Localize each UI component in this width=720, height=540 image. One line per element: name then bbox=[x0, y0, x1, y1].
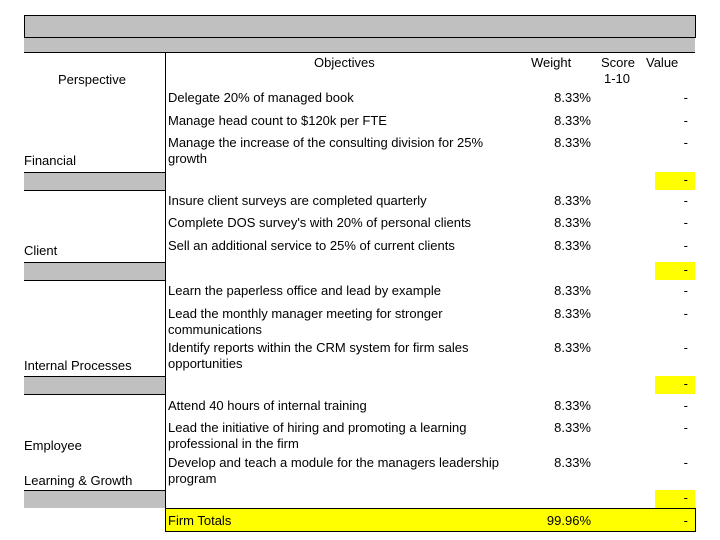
grid-line bbox=[24, 490, 165, 491]
objectives-header: Objectives bbox=[314, 55, 375, 70]
perspective-band-financial bbox=[24, 172, 165, 190]
header-band bbox=[24, 37, 695, 53]
title-band bbox=[24, 15, 695, 37]
objective-cell: Manage the increase of the consulting division for 25% growth bbox=[168, 135, 484, 166]
value-header: Value bbox=[646, 55, 679, 70]
value-cell: - bbox=[683, 455, 688, 470]
perspective-financial: Financial bbox=[24, 153, 77, 168]
weight-cell: 8.33% bbox=[554, 90, 591, 105]
value-cell: - bbox=[683, 398, 688, 413]
subtotal-value: - bbox=[683, 376, 688, 391]
weight-cell: 8.33% bbox=[554, 283, 591, 298]
value-cell: - bbox=[683, 283, 688, 298]
grid-line bbox=[695, 508, 696, 532]
grid-line bbox=[165, 531, 695, 532]
grid-line bbox=[695, 15, 696, 38]
value-cell: - bbox=[683, 340, 688, 355]
perspective-learning-growth: Learning & Growth bbox=[24, 473, 133, 488]
value-cell: - bbox=[683, 90, 688, 105]
subtotal-value: - bbox=[683, 262, 688, 277]
weight-header: Weight bbox=[531, 55, 572, 70]
grid-line bbox=[24, 394, 165, 395]
value-cell: - bbox=[683, 306, 688, 321]
value-cell: - bbox=[683, 238, 688, 253]
grid-line bbox=[165, 52, 166, 532]
totals-row-fill bbox=[165, 509, 695, 531]
value-cell: - bbox=[683, 215, 688, 230]
value-cell: - bbox=[683, 135, 688, 150]
objective-cell: Identify reports within the CRM system for firm sales opportunities bbox=[168, 340, 469, 371]
perspective-employee: Employee bbox=[24, 438, 82, 453]
weight-cell: 8.33% bbox=[554, 455, 591, 470]
grid-line bbox=[24, 172, 165, 173]
weight-cell: 8.33% bbox=[554, 340, 591, 355]
weight-cell: 8.33% bbox=[554, 306, 591, 321]
subtotal-value: - bbox=[683, 172, 688, 187]
totals-label: Firm Totals bbox=[168, 513, 232, 528]
score-range-header: 1-10 bbox=[604, 71, 631, 86]
objective-cell: Attend 40 hours of internal training bbox=[168, 398, 367, 413]
grid-line bbox=[24, 37, 695, 38]
weight-cell: 8.33% bbox=[554, 238, 591, 253]
grid-line bbox=[165, 508, 695, 509]
totals-value: - bbox=[683, 513, 688, 528]
totals-weight: 99.96% bbox=[546, 513, 591, 528]
weight-cell: 8.33% bbox=[554, 398, 591, 413]
weight-cell: 8.33% bbox=[554, 420, 591, 435]
grid-line bbox=[24, 190, 165, 191]
perspective-band-internal bbox=[24, 376, 165, 394]
weight-cell: 8.33% bbox=[554, 113, 591, 128]
subtotal-value: - bbox=[683, 490, 688, 505]
perspective-band-client bbox=[24, 262, 165, 280]
weight-cell: 8.33% bbox=[554, 193, 591, 208]
objective-cell: Develop and teach a module for the managers leadership program bbox=[168, 455, 499, 486]
objective-cell: Learn the paperless office and lead by example bbox=[168, 283, 441, 298]
grid-line bbox=[24, 15, 25, 38]
grid-line bbox=[24, 280, 165, 281]
objective-cell: Sell an additional service to 25% of current clients bbox=[168, 238, 455, 253]
grid-line bbox=[24, 376, 165, 377]
objective-cell: Lead the monthly manager meeting for stronger communications bbox=[168, 306, 443, 337]
objective-cell: Manage head count to $120k per FTE bbox=[168, 113, 387, 128]
grid-line bbox=[24, 15, 695, 16]
perspective-header: Perspective bbox=[58, 72, 126, 87]
grid-line bbox=[24, 52, 695, 53]
objective-cell: Complete DOS survey's with 20% of personal clients bbox=[168, 215, 472, 230]
weight-cell: 8.33% bbox=[554, 135, 591, 150]
value-cell: - bbox=[683, 420, 688, 435]
weight-cell: 8.33% bbox=[554, 215, 591, 230]
objective-cell: Lead the initiative of hiring and promoting a learning professional in the firm bbox=[168, 420, 467, 451]
objective-cell: Delegate 20% of managed book bbox=[168, 90, 354, 105]
grid-line bbox=[24, 262, 165, 263]
value-cell: - bbox=[683, 113, 688, 128]
perspective-client: Client bbox=[24, 243, 58, 258]
value-cell: - bbox=[683, 193, 688, 208]
score-header: Score bbox=[601, 55, 635, 70]
perspective-internal-processes: Internal Processes bbox=[24, 358, 132, 373]
perspective-band-employee bbox=[24, 490, 165, 508]
objective-cell: Insure client surveys are completed quarterly bbox=[168, 193, 427, 208]
